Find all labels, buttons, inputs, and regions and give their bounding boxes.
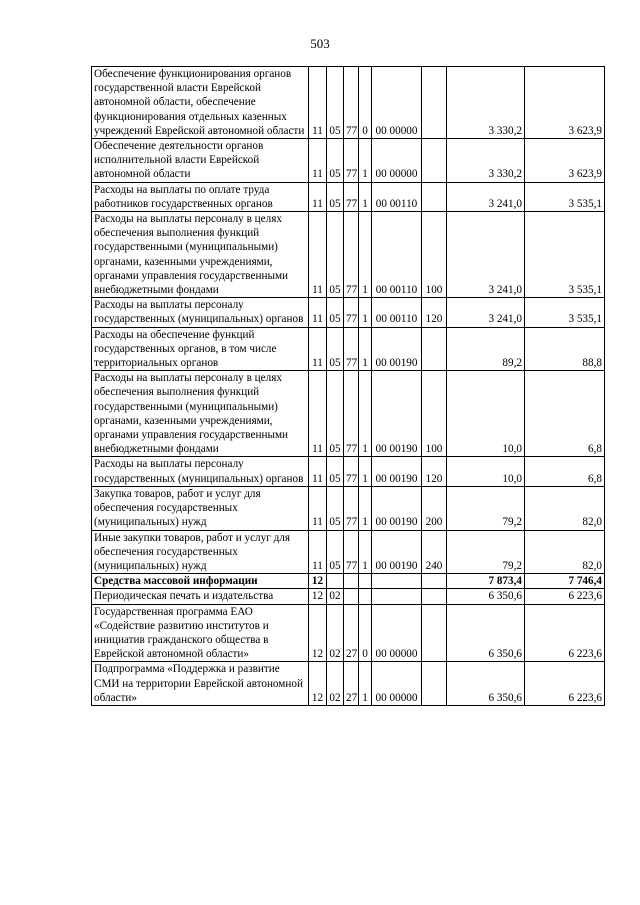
target-article-code-program: 27 xyxy=(344,604,359,662)
target-article-code-program: 77 xyxy=(344,67,359,139)
amount-year-2: 7 746,4 xyxy=(525,574,605,589)
target-article-code-direction: 00 00110 xyxy=(372,298,422,327)
subsection-code: 02 xyxy=(327,662,344,706)
target-article-code-subprogram xyxy=(359,574,372,589)
target-article-code-subprogram: 1 xyxy=(359,486,372,530)
amount-year-1: 7 873,4 xyxy=(447,574,525,589)
subsection-code: 05 xyxy=(327,371,344,457)
expense-type-code: 240 xyxy=(422,530,447,574)
amount-year-2: 6 223,6 xyxy=(525,662,605,706)
target-article-code-direction: 00 00190 xyxy=(372,371,422,457)
target-article-code-program xyxy=(344,574,359,589)
amount-year-2: 82,0 xyxy=(525,530,605,574)
target-article-code-subprogram: 1 xyxy=(359,298,372,327)
amount-year-1: 3 241,0 xyxy=(447,182,525,211)
row-name: Иные закупки товаров, работ и услуг для обеспечения государственных (муниципальных) нужд xyxy=(92,530,309,574)
expense-type-code: 100 xyxy=(422,371,447,457)
budget-table xyxy=(91,66,605,706)
amount-year-2: 6,8 xyxy=(525,371,605,457)
subsection-code: 05 xyxy=(327,182,344,211)
target-article-code-subprogram xyxy=(359,589,372,604)
target-article-code-program: 77 xyxy=(344,298,359,327)
target-article-code-program: 77 xyxy=(344,530,359,574)
table-row xyxy=(92,604,605,662)
page-number: 503 xyxy=(310,36,330,51)
table-row xyxy=(92,327,605,371)
target-article-code-subprogram: 1 xyxy=(359,182,372,211)
target-article-code-subprogram: 0 xyxy=(359,604,372,662)
table-row xyxy=(92,574,605,589)
target-article-code-subprogram: 1 xyxy=(359,530,372,574)
table-row xyxy=(92,662,605,706)
target-article-code-subprogram: 1 xyxy=(359,457,372,486)
expense-type-code xyxy=(422,67,447,139)
row-name: Обеспечение деятельности органов исполнительной власти Еврейской автономной области xyxy=(92,139,309,183)
target-article-code-program: 77 xyxy=(344,139,359,183)
row-name: Средства массовой информации xyxy=(92,574,309,589)
subsection-code: 05 xyxy=(327,486,344,530)
target-article-code-direction xyxy=(372,589,422,604)
row-name: Расходы на выплаты по оплате труда работников государственных органов xyxy=(92,182,309,211)
section-code: 11 xyxy=(309,67,327,139)
amount-year-2: 3 623,9 xyxy=(525,67,605,139)
expense-type-code: 120 xyxy=(422,457,447,486)
table-row xyxy=(92,486,605,530)
section-code: 11 xyxy=(309,182,327,211)
amount-year-2: 3 535,1 xyxy=(525,298,605,327)
section-code: 12 xyxy=(309,589,327,604)
row-name: Расходы на выплаты персоналу в целях обеспечения выполнения функций государственными (муниципальными) органами, казенными учреждениями, органами управления государственными внебюджетными фондами xyxy=(92,212,309,298)
table-row xyxy=(92,298,605,327)
budget-rows xyxy=(92,67,605,706)
row-name: Расходы на выплаты персоналу в целях обеспечения выполнения функций государственными (муниципальными) органами, казенными учреждениями, органами управления государственными внебюджетными фондами xyxy=(92,371,309,457)
expense-type-code xyxy=(422,327,447,371)
target-article-code-subprogram: 1 xyxy=(359,327,372,371)
target-article-code-subprogram: 1 xyxy=(359,212,372,298)
subsection-code: 05 xyxy=(327,457,344,486)
target-article-code-direction: 00 00110 xyxy=(372,212,422,298)
target-article-code-subprogram: 1 xyxy=(359,662,372,706)
amount-year-1: 10,0 xyxy=(447,371,525,457)
amount-year-2: 3 535,1 xyxy=(525,182,605,211)
amount-year-1: 79,2 xyxy=(447,530,525,574)
amount-year-1: 6 350,6 xyxy=(447,662,525,706)
section-code: 11 xyxy=(309,530,327,574)
section-code: 11 xyxy=(309,457,327,486)
section-code: 11 xyxy=(309,486,327,530)
target-article-code-program: 77 xyxy=(344,486,359,530)
subsection-code: 05 xyxy=(327,67,344,139)
amount-year-1: 6 350,6 xyxy=(447,604,525,662)
expense-type-code xyxy=(422,574,447,589)
section-code: 12 xyxy=(309,604,327,662)
amount-year-1: 3 241,0 xyxy=(447,298,525,327)
amount-year-1: 6 350,6 xyxy=(447,589,525,604)
row-name: Подпрограмма «Поддержка и развитие СМИ на территории Еврейской автономной области» xyxy=(92,662,309,706)
expense-type-code: 200 xyxy=(422,486,447,530)
table-row xyxy=(92,530,605,574)
amount-year-2: 3 623,9 xyxy=(525,139,605,183)
amount-year-2: 6,8 xyxy=(525,457,605,486)
target-article-code-direction: 00 00110 xyxy=(372,182,422,211)
subsection-code: 05 xyxy=(327,212,344,298)
section-code: 11 xyxy=(309,212,327,298)
subsection-code: 05 xyxy=(327,530,344,574)
expense-type-code xyxy=(422,604,447,662)
subsection-code: 05 xyxy=(327,298,344,327)
target-article-code-direction: 00 00190 xyxy=(372,327,422,371)
table-row xyxy=(92,67,605,139)
amount-year-2: 6 223,6 xyxy=(525,589,605,604)
target-article-code-subprogram: 1 xyxy=(359,139,372,183)
subsection-code xyxy=(327,574,344,589)
amount-year-2: 82,0 xyxy=(525,486,605,530)
table-row xyxy=(92,457,605,486)
amount-year-1: 89,2 xyxy=(447,327,525,371)
expense-type-code xyxy=(422,589,447,604)
amount-year-2: 6 223,6 xyxy=(525,604,605,662)
target-article-code-program: 77 xyxy=(344,212,359,298)
target-article-code-direction: 00 00000 xyxy=(372,604,422,662)
subsection-code: 02 xyxy=(327,589,344,604)
target-article-code-direction: 00 00190 xyxy=(372,530,422,574)
target-article-code-direction: 00 00000 xyxy=(372,662,422,706)
expense-type-code xyxy=(422,139,447,183)
target-article-code-program: 27 xyxy=(344,662,359,706)
subsection-code: 02 xyxy=(327,604,344,662)
expense-type-code: 120 xyxy=(422,298,447,327)
amount-year-1: 3 241,0 xyxy=(447,212,525,298)
target-article-code-program: 77 xyxy=(344,182,359,211)
section-code: 11 xyxy=(309,298,327,327)
subsection-code: 05 xyxy=(327,327,344,371)
amount-year-1: 79,2 xyxy=(447,486,525,530)
section-code: 11 xyxy=(309,371,327,457)
target-article-code-program: 77 xyxy=(344,371,359,457)
amount-year-1: 10,0 xyxy=(447,457,525,486)
row-name: Периодическая печать и издательства xyxy=(92,589,309,604)
row-name: Закупка товаров, работ и услуг для обеспечения государственных (муниципальных) нужд xyxy=(92,486,309,530)
section-code: 12 xyxy=(309,662,327,706)
row-name: Расходы на обеспечение функций государственных органов, в том числе территориальных органов xyxy=(92,327,309,371)
amount-year-2: 3 535,1 xyxy=(525,212,605,298)
expense-type-code xyxy=(422,662,447,706)
row-name: Расходы на выплаты персоналу государственных (муниципальных) органов xyxy=(92,457,309,486)
target-article-code-program: 77 xyxy=(344,327,359,371)
amount-year-1: 3 330,2 xyxy=(447,139,525,183)
table-row xyxy=(92,371,605,457)
amount-year-1: 3 330,2 xyxy=(447,67,525,139)
section-code: 11 xyxy=(309,327,327,371)
target-article-code-subprogram: 1 xyxy=(359,371,372,457)
target-article-code-program xyxy=(344,589,359,604)
row-name: Государственная программа ЕАО «Содействие развитию институтов и инициатив гражданского общества в Еврейской автономной области» xyxy=(92,604,309,662)
row-name: Обеспечение функционирования органов государственной власти Еврейской автономной области, обеспечение функционирования отдельных казенных учреждений Еврейской автономной области xyxy=(92,67,309,139)
table-row xyxy=(92,589,605,604)
expense-type-code: 100 xyxy=(422,212,447,298)
section-code: 11 xyxy=(309,139,327,183)
target-article-code-program: 77 xyxy=(344,457,359,486)
table-row xyxy=(92,212,605,298)
subsection-code: 05 xyxy=(327,139,344,183)
section-code: 12 xyxy=(309,574,327,589)
target-article-code-subprogram: 0 xyxy=(359,67,372,139)
row-name: Расходы на выплаты персоналу государственных (муниципальных) органов xyxy=(92,298,309,327)
target-article-code-direction: 00 00190 xyxy=(372,457,422,486)
target-article-code-direction: 00 00000 xyxy=(372,67,422,139)
table-row xyxy=(92,139,605,183)
amount-year-2: 88,8 xyxy=(525,327,605,371)
target-article-code-direction: 00 00000 xyxy=(372,139,422,183)
target-article-code-direction: 00 00190 xyxy=(372,486,422,530)
table-row xyxy=(92,182,605,211)
target-article-code-direction xyxy=(372,574,422,589)
expense-type-code xyxy=(422,182,447,211)
